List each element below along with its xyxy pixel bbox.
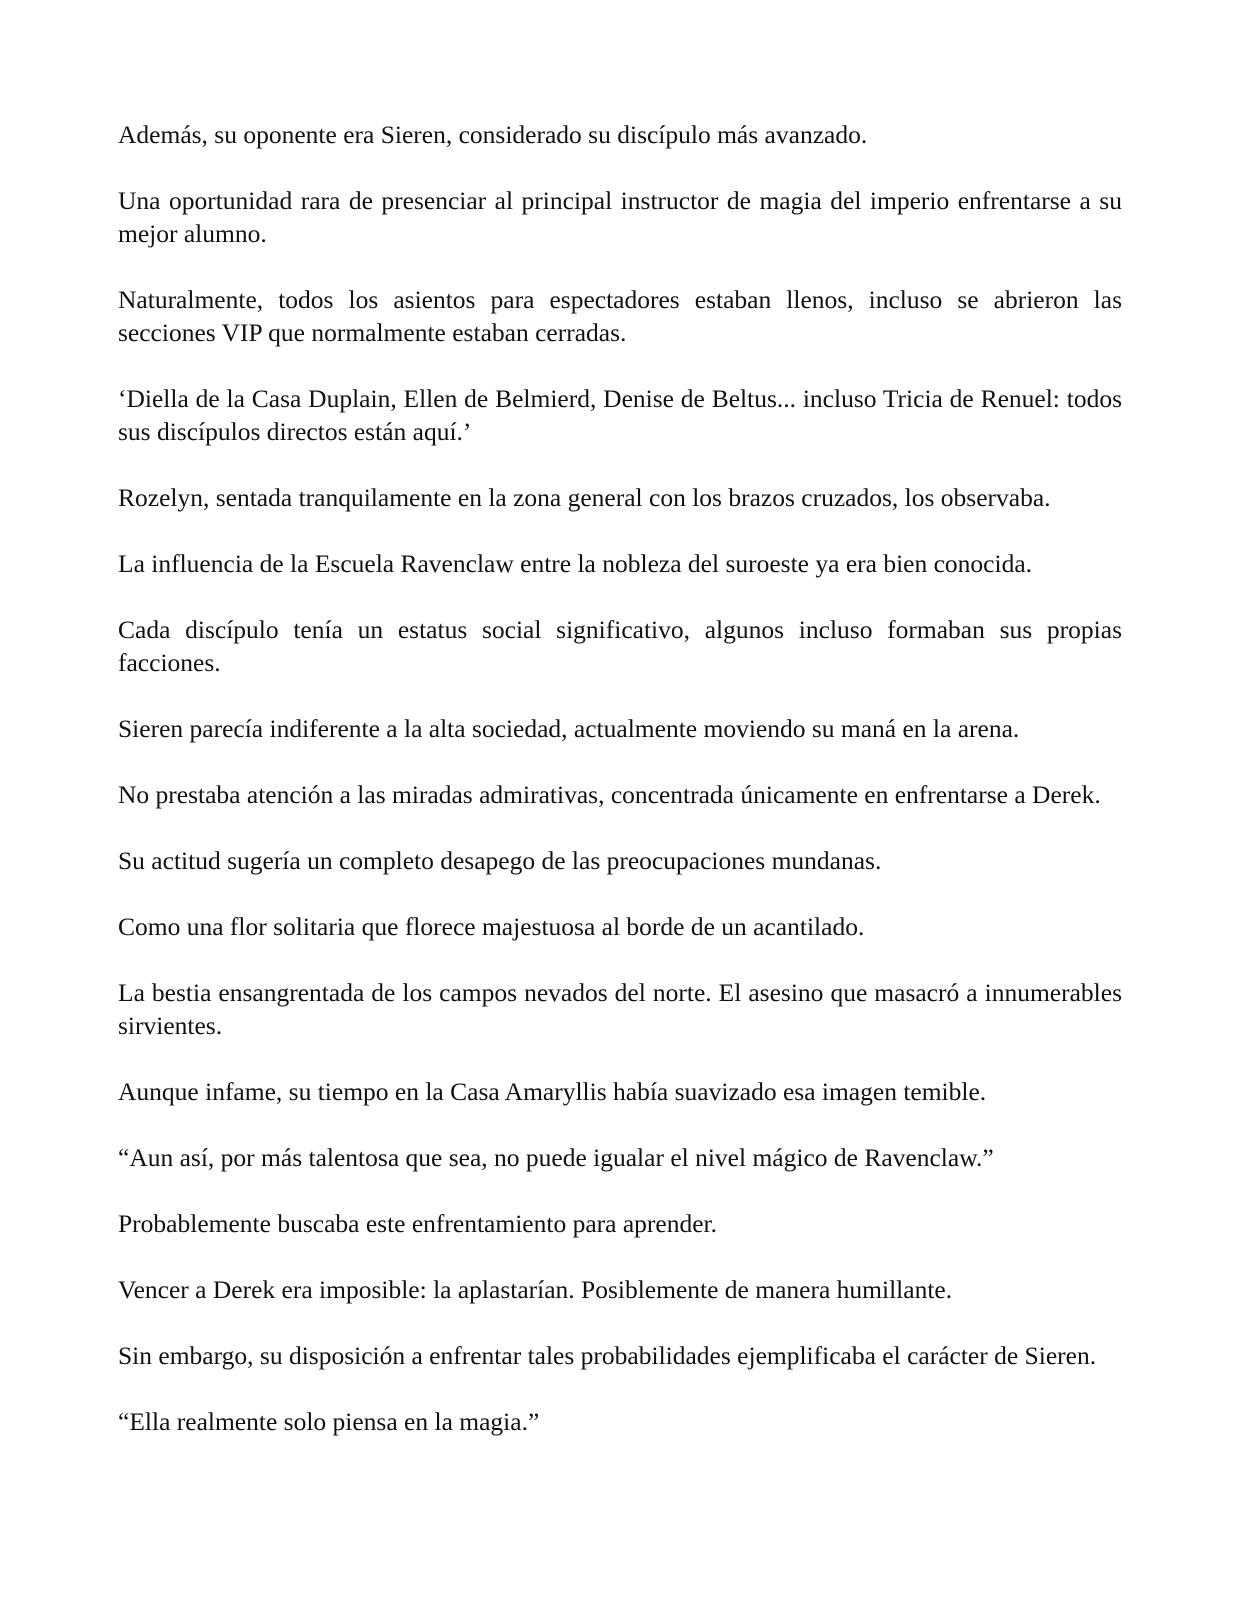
paragraph: Una oportunidad rara de presenciar al principal instructor de magia del imperio enfrentarse a su mejor alumno. xyxy=(118,186,1122,248)
paragraph: Probablemente buscaba este enfrentamiento para aprender. xyxy=(118,1209,717,1238)
paragraph: “Aun así, por más talentosa que sea, no puede igualar el nivel mágico de Ravenclaw.” xyxy=(118,1143,994,1172)
paragraph: “Ella realmente solo piensa en la magia.” xyxy=(118,1407,540,1436)
paragraph: ‘Diella de la Casa Duplain, Ellen de Belmierd, Denise de Beltus... incluso Tricia de Renuel: todos sus discípulos directos están aquí.’ xyxy=(118,384,1122,446)
paragraph: Cada discípulo tenía un estatus social significativo, algunos incluso formaban sus propias facciones. xyxy=(118,615,1122,677)
paragraph: Sieren parecía indiferente a la alta sociedad, actualmente moviendo su maná en la arena. xyxy=(118,714,1020,743)
document-body xyxy=(118,118,1122,1471)
paragraph: Aunque infame, su tiempo en la Casa Amaryllis había suavizado esa imagen temible. xyxy=(118,1077,987,1106)
paragraph: No prestaba atención a las miradas admirativas, concentrada únicamente en enfrentarse a Derek. xyxy=(118,780,1101,809)
paragraph: Como una flor solitaria que florece majestuosa al borde de un acantilado. xyxy=(118,912,865,941)
paragraph: Sin embargo, su disposición a enfrentar tales probabilidades ejemplificaba el carácter de Sieren. xyxy=(118,1341,1097,1370)
paragraph: Además, su oponente era Sieren, considerado su discípulo más avanzado. xyxy=(118,120,868,149)
paragraph: Su actitud sugería un completo desapego de las preocupaciones mundanas. xyxy=(118,846,882,875)
paragraph: Rozelyn, sentada tranquilamente en la zona general con los brazos cruzados, los observaba. xyxy=(118,483,1051,512)
paragraph: La influencia de la Escuela Ravenclaw entre la nobleza del suroeste ya era bien conocida. xyxy=(118,549,1033,578)
paragraph: Naturalmente, todos los asientos para espectadores estaban llenos, incluso se abrieron las secciones VIP que normalmente estaban cerradas. xyxy=(118,285,1122,347)
paragraph: La bestia ensangrentada de los campos nevados del norte. El asesino que masacró a innumerables sirvientes. xyxy=(118,978,1122,1040)
paragraph: Vencer a Derek era imposible: la aplastarían. Posiblemente de manera humillante. xyxy=(118,1275,953,1304)
